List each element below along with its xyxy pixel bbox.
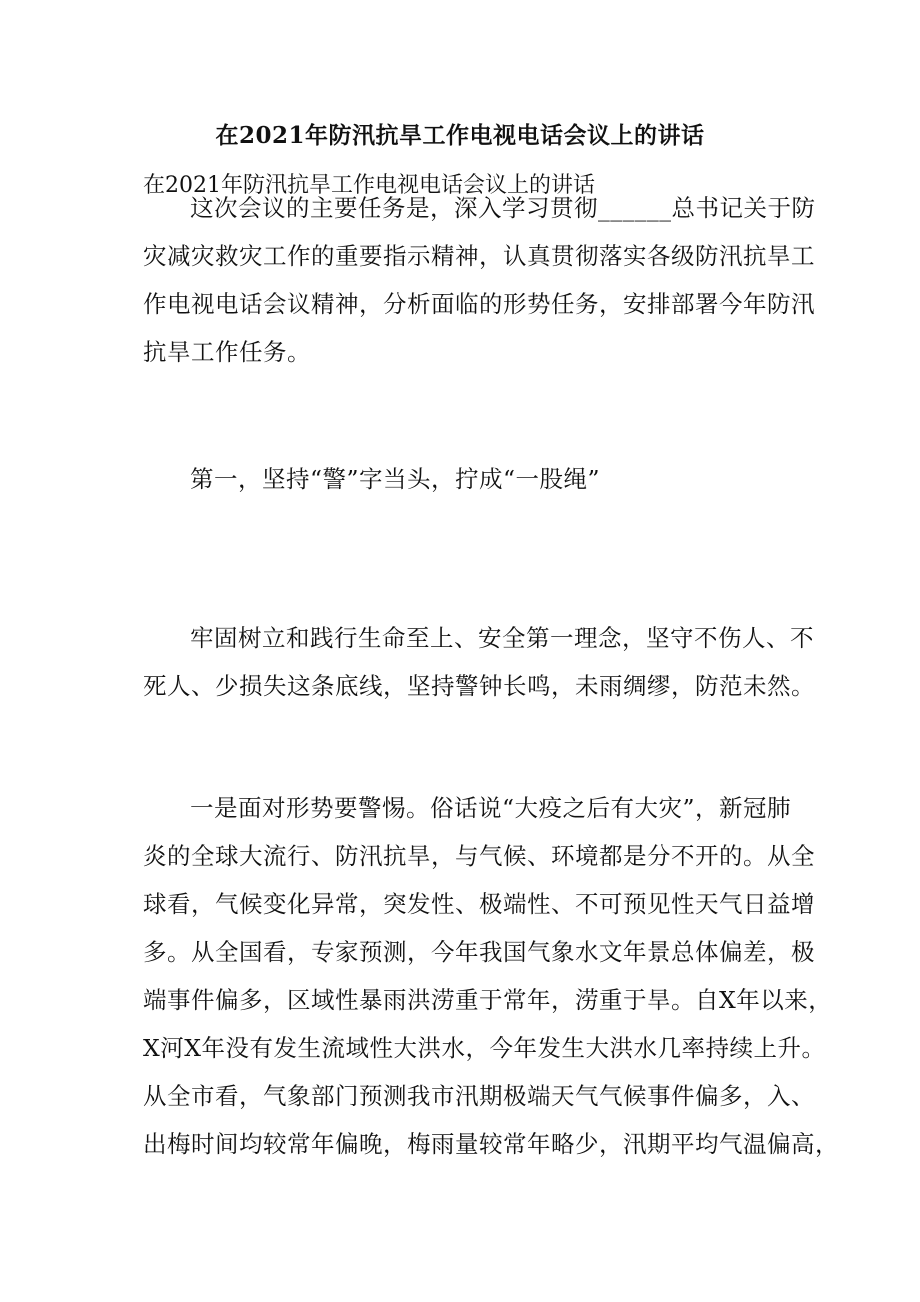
paragraph-line: 端事件偏多，区域性暴雨洪涝重于常年，涝重于旱。自X年以来， bbox=[143, 986, 833, 1014]
paragraph-line: 炎的全球大流行、防汛抗旱，与气候、环境都是分不开的。从全 bbox=[143, 842, 815, 870]
section-heading-first bbox=[143, 455, 785, 503]
paragraph-intro bbox=[143, 184, 816, 376]
paragraph-line: 作电视电话会议精神，分析面临的形势任务，安排部署今年防汛 bbox=[143, 290, 815, 318]
paragraph-situation bbox=[143, 784, 839, 1168]
paragraph-line: 牢固树立和践行生命至上、安全第一理念，坚守不伤人、不 bbox=[190, 624, 814, 652]
paragraph-line: 这次会议的主要任务是，深入学习贯彻______总书记关于防 bbox=[190, 194, 816, 222]
paragraph-line: 多。从全国看，专家预测，今年我国气象水文年景总体偏差，极 bbox=[143, 938, 815, 966]
paragraph-line: 一是面对形势要警惕。俗话说“大疫之后有大灾”，新冠肺 bbox=[190, 794, 792, 822]
paragraph-principle bbox=[143, 614, 815, 710]
paragraph-line: X河X年没有发生流域性大洪水，今年发生大洪水几率持续上升。 bbox=[143, 1034, 826, 1062]
paragraph-line: 死人、少损失这条底线，坚持警钟长鸣，未雨绸缪，防范未然。 bbox=[143, 672, 815, 700]
paragraph-line: 出梅时间均较常年偏晚，梅雨量较常年略少，汛期平均气温偏高， bbox=[143, 1130, 839, 1158]
paragraph-line: 第一，坚持“警”字当头，拧成“一股绳” bbox=[190, 465, 601, 493]
document-subtitle: 在2021年防汛抗旱工作电视电话会议上的讲话 bbox=[143, 173, 595, 198]
document-title: 在2021年防汛抗旱工作电视电话会议上的讲话 bbox=[215, 122, 705, 149]
paragraph-line: 灾减灾救灾工作的重要指示精神，认真贯彻落实各级防汛抗旱工 bbox=[143, 242, 815, 270]
paragraph-line: 抗旱工作任务。 bbox=[143, 338, 311, 366]
paragraph-line: 球看，气候变化异常，突发性、极端性、不可预见性天气日益增 bbox=[143, 890, 815, 918]
paragraph-line: 从全市看，气象部门预测我市汛期极端天气气候事件偏多，入、 bbox=[143, 1082, 815, 1110]
